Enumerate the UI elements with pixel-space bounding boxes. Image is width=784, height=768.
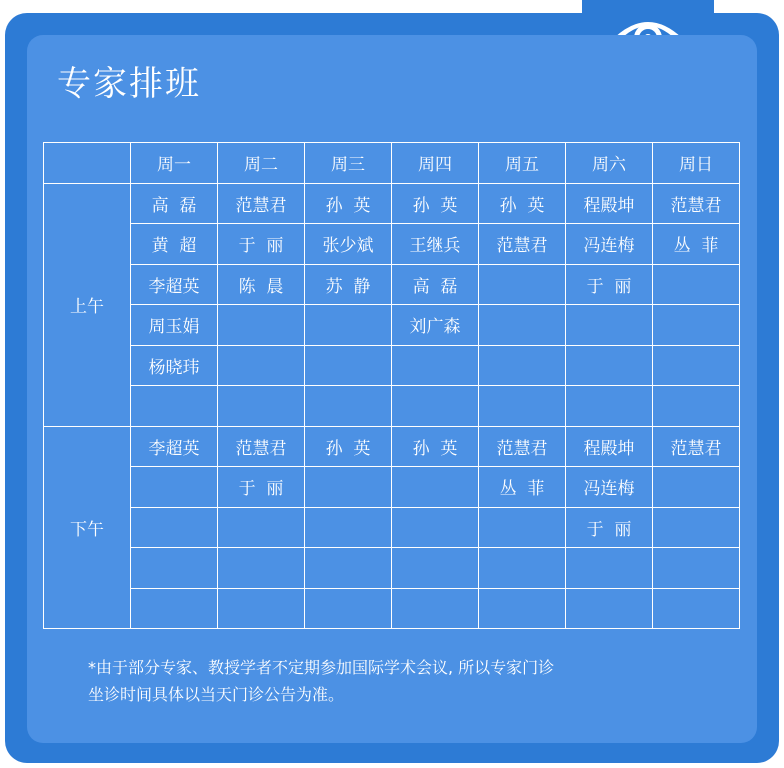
doctor-cell: 周玉娟 [131,305,218,346]
period-label: 下午 [44,426,131,629]
doctor-cell: 范慧君 [479,426,566,467]
doctor-cell [392,588,479,629]
page-title: 专家排班 [57,64,201,104]
doctor-cell [479,386,566,427]
doctor-cell [566,305,653,346]
doctor-cell [305,548,392,589]
doctor-cell: 李超英 [131,264,218,305]
doctor-cell: 丛 菲 [653,224,740,265]
doctor-cell: 高 磊 [131,183,218,224]
doctor-cell: 王继兵 [392,224,479,265]
doctor-cell [131,588,218,629]
doctor-cell: 张少斌 [305,224,392,265]
doctor-cell: 范慧君 [218,426,305,467]
doctor-cell: 黄 超 [131,224,218,265]
doctor-cell [305,467,392,508]
doctor-cell [305,588,392,629]
doctor-cell [218,548,305,589]
doctor-cell: 苏 静 [305,264,392,305]
footnote-line: *由于部分专家、教授学者不定期参加国际学术会议, 所以专家门诊 [88,658,555,677]
schedule-table [43,142,740,629]
doctor-cell: 杨晓玮 [131,345,218,386]
doctor-cell: 孙 英 [479,183,566,224]
doctor-cell: 于 丽 [566,507,653,548]
schedule-row [44,548,740,589]
doctor-cell: 范慧君 [218,183,305,224]
day-header: 周五 [479,143,566,184]
doctor-cell [392,548,479,589]
doctor-cell: 冯连梅 [566,224,653,265]
header-row [44,143,740,184]
doctor-cell: 丛 菲 [479,467,566,508]
day-header: 周三 [305,143,392,184]
doctor-cell [479,548,566,589]
doctor-cell: 孙 英 [305,426,392,467]
footnote [88,654,728,708]
doctor-cell: 范慧君 [653,426,740,467]
doctor-cell [653,507,740,548]
doctor-cell [218,305,305,346]
schedule-row [44,426,740,467]
doctor-cell [131,386,218,427]
doctor-cell [653,264,740,305]
doctor-cell [392,507,479,548]
footnote-line: 坐诊时间具体以当天门诊公告为准。 [88,685,345,704]
schedule-row [44,588,740,629]
doctor-cell [131,467,218,508]
day-header: 周六 [566,143,653,184]
doctor-cell [566,345,653,386]
doctor-cell [392,386,479,427]
doctor-cell: 孙 英 [305,183,392,224]
doctor-cell: 孙 英 [392,426,479,467]
period-header-cell [44,143,131,184]
doctor-cell [218,588,305,629]
morning-section [44,183,740,426]
doctor-cell [392,345,479,386]
doctor-cell [218,345,305,386]
doctor-cell: 范慧君 [479,224,566,265]
doctor-cell [305,507,392,548]
doctor-cell [566,548,653,589]
doctor-cell: 冯连梅 [566,467,653,508]
doctor-cell: 程殿坤 [566,183,653,224]
doctor-cell [131,507,218,548]
doctor-cell [479,264,566,305]
doctor-cell [653,345,740,386]
doctor-cell: 陈 晨 [218,264,305,305]
doctor-cell [479,345,566,386]
schedule-row [44,305,740,346]
doctor-cell [653,305,740,346]
schedule-row [44,224,740,265]
schedule-row [44,386,740,427]
doctor-cell [566,588,653,629]
doctor-cell [131,548,218,589]
doctor-cell: 于 丽 [218,467,305,508]
doctor-cell [653,386,740,427]
schedule-row [44,345,740,386]
doctor-cell [566,386,653,427]
doctor-cell [479,305,566,346]
doctor-cell [305,305,392,346]
doctor-cell [218,386,305,427]
doctor-cell: 高 磊 [392,264,479,305]
doctor-cell: 李超英 [131,426,218,467]
doctor-cell [653,588,740,629]
schedule-row [44,183,740,224]
schedule-row [44,507,740,548]
day-header: 周日 [653,143,740,184]
doctor-cell: 程殿坤 [566,426,653,467]
day-header: 周二 [218,143,305,184]
day-header: 周一 [131,143,218,184]
doctor-cell [479,588,566,629]
doctor-cell [305,386,392,427]
doctor-cell [479,507,566,548]
doctor-cell [305,345,392,386]
doctor-cell: 刘广森 [392,305,479,346]
doctor-cell [653,548,740,589]
doctor-cell: 于 丽 [566,264,653,305]
day-header: 周四 [392,143,479,184]
schedule-row [44,467,740,508]
afternoon-section [44,426,740,629]
doctor-cell: 范慧君 [653,183,740,224]
doctor-cell [218,507,305,548]
schedule-row [44,264,740,305]
doctor-cell [653,467,740,508]
period-label: 上午 [44,183,131,426]
doctor-cell [392,467,479,508]
doctor-cell: 于 丽 [218,224,305,265]
doctor-cell: 孙 英 [392,183,479,224]
